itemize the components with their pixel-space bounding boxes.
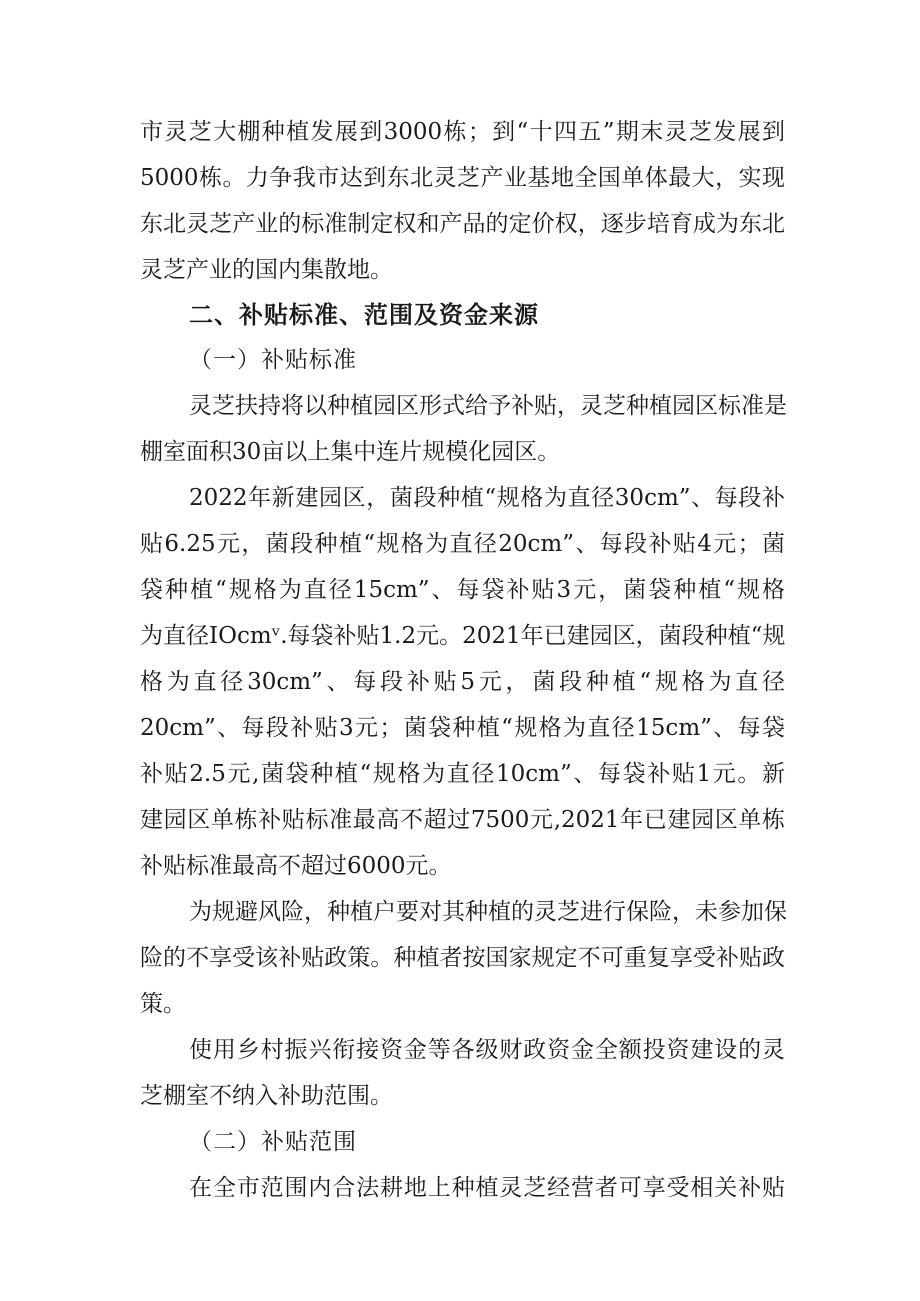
subsection-heading: （一）补贴标准 xyxy=(189,347,357,373)
paragraph-line: 灵芝产业的国内集散地。 xyxy=(140,257,393,283)
paragraph-line: 为直径IOcmᵛ.每袋补贴1.2元。2021年已建园区，菌段种植“规 xyxy=(140,623,786,649)
paragraph-line: 使用乡村振兴衔接资金等各级财政资金全额投资建设的灵 xyxy=(189,1037,785,1063)
paragraph-line: 2022年新建园区，菌段种植“规格为直径30cm”、每段补 xyxy=(189,485,785,511)
paragraph-line: 东北灵芝产业的标准制定权和产品的定价权，逐步培育成为东北 xyxy=(140,211,785,237)
paragraph-line: 贴6.25元，菌段种植“规格为直径20cm”、每段补贴4元；菌 xyxy=(140,531,785,557)
paragraph-line: 险的不享受该补贴政策。种植者按国家规定不可重复享受补贴政 xyxy=(140,945,785,971)
paragraph-line: 为规避风险，种植户要对其种植的灵芝进行保险，未参加保 xyxy=(189,899,787,925)
paragraph-line: 补贴2.5元,菌袋种植“规格为直径10cm”、每袋补贴1元。新 xyxy=(140,761,785,787)
paragraph-line: 芝棚室不纳入补助范围。 xyxy=(140,1083,393,1109)
paragraph-line: 5000栋。力争我市达到东北灵芝产业基地全国单体最大，实现 xyxy=(140,165,785,191)
paragraph-line: 灵芝扶持将以种植园区形式给予补贴，灵芝种植园区标准是 xyxy=(189,393,787,419)
section-heading: 二、补贴标准、范围及资金来源 xyxy=(189,301,539,329)
paragraph-line: 市灵芝大棚种植发展到3000栋；到“十四五”期末灵芝发展到 xyxy=(140,119,785,145)
paragraph-line: 20cm”、每段补贴3元；菌袋种植“规格为直径15cm”、每袋 xyxy=(140,715,785,741)
subsection-heading: （二）补贴范围 xyxy=(189,1129,357,1155)
paragraph-line: 策。 xyxy=(140,991,186,1017)
paragraph-line: 建园区单栋补贴标准最高不超过7500元,2021年已建园区单栋 xyxy=(140,807,785,833)
paragraph-line: 在全市范围内合法耕地上种植灵芝经营者可享受相关补贴 xyxy=(189,1175,785,1201)
paragraph-line: 袋种植“规格为直径15cm”、每袋补贴3元，菌袋种植“规格 xyxy=(140,577,785,603)
paragraph-line: 格为直径30cm”、每段补贴5元，菌段种植“规格为直径 xyxy=(140,669,785,695)
paragraph-line: 棚室面积30亩以上集中连片规模化园区。 xyxy=(140,439,561,465)
paragraph-line: 补贴标准最高不超过6000元。 xyxy=(140,853,452,879)
